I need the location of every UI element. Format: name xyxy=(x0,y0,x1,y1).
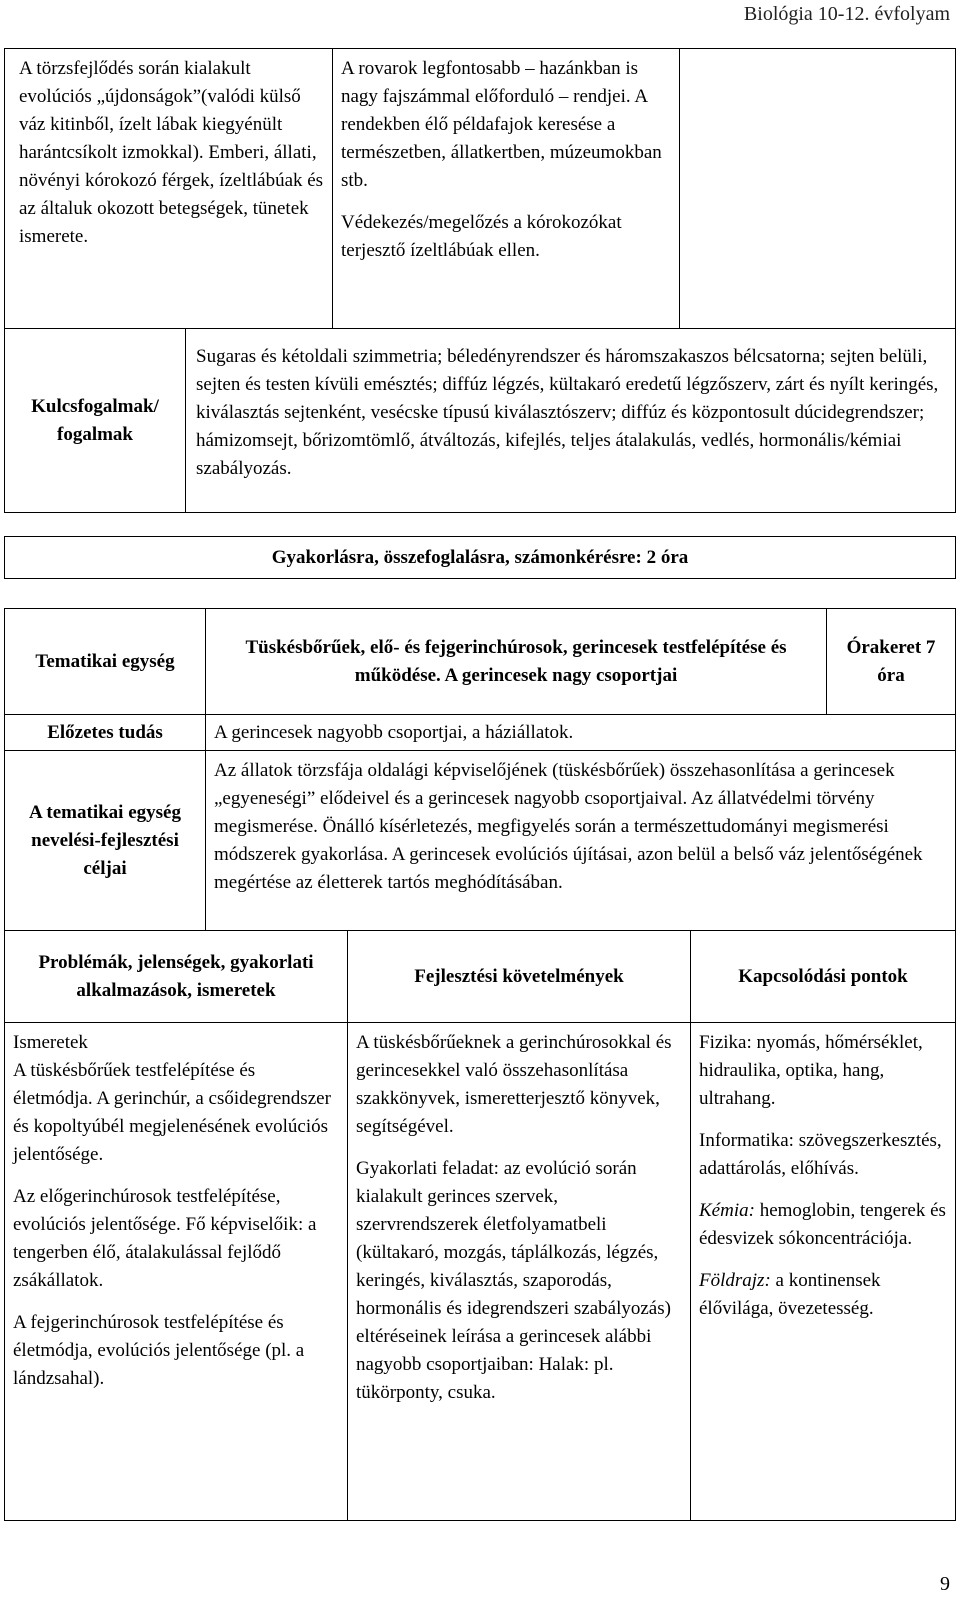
elozetes-label: Előzetes tudás xyxy=(47,721,163,743)
celjai-label-cell xyxy=(5,751,206,931)
upper-table xyxy=(4,48,956,329)
tema-title-cell xyxy=(206,609,827,715)
foldrajz-text: a kontinensek élővilága, övezetesség. xyxy=(699,1270,881,1319)
keyword-label: Kulcsfogalmak/ fogalmak xyxy=(31,395,159,445)
keyword-label-cell xyxy=(5,329,186,513)
col3-p1: Fizika: nyomás, hőmérséklet, hidraulika, optika, hang, ultrahang. xyxy=(699,1032,923,1109)
page-number: 9 xyxy=(940,1573,950,1595)
col2-cell xyxy=(348,1023,691,1521)
col2-p1: A tüskésbőrűeknek a gerinchúrosokkal és gerincesekkel való összehasonlítása szakkönyvek, ismeretterjesztő könyvek, segítségével. xyxy=(356,1032,672,1137)
orakeret-label: Órakeret 7 óra xyxy=(846,636,936,686)
mid-cell xyxy=(333,49,680,329)
unit-table xyxy=(4,608,956,931)
tema-label: Tematikai egység xyxy=(35,650,175,672)
page-header: Biológia 10-12. évfolyam xyxy=(743,3,950,25)
col3-header: Kapcsolódási pontok xyxy=(738,965,908,987)
col3-p3 xyxy=(699,1197,947,1253)
left-cell xyxy=(5,49,333,329)
mid-text-2: Védekezés/megelőzés a kórokozókat terjesztő ízeltlábúak ellen. xyxy=(341,212,622,261)
elozetes-text: A gerincesek nagyobb csoportjai, a háziállatok. xyxy=(214,721,574,743)
col3-p2: Informatika: szövegszerkesztés, adattárolás, előhívás. xyxy=(699,1130,942,1179)
col1-p3: A fejgerinchúrosok testfelépítése és életmódja, evolúciós jelentősége (pl. a lándzsahal). xyxy=(13,1312,305,1389)
practice-cell xyxy=(5,537,956,579)
col1-p2: Az előgerinchúrosok testfelépítése, evolúciós jelentősége. Fő képviselőik: a tengerben élő, átalakulással fejlődő zsákállatok. xyxy=(13,1186,317,1291)
tema-title: Tüskésbőrűek, elő- és fejgerinchúrosok, gerincesek testfelépítése és működése. A gerincesek nagy csoportjai xyxy=(245,636,787,686)
content-table xyxy=(4,930,956,1521)
col2-header: Fejlesztési követelmények xyxy=(414,965,624,987)
foldrajz-label: Földrajz: xyxy=(699,1270,771,1291)
tema-label-cell xyxy=(5,609,206,715)
celjai-cell xyxy=(206,751,956,931)
left-text: A törzsfejlődés során kialakult evolúciós „újdonságok”(valódi külső váz kitinből, ízelt lábak kiegyénült harántcsíkolt izmokkal). Emberi, állati, növényi kórokozó férgek, ízeltlábúak és az általuk okozott betegségek, tünetek ismerete. xyxy=(19,58,324,247)
col3-header-cell xyxy=(691,931,956,1023)
col1-p1: Ismeretek A tüskésbőrűek testfelépítése és életmódja. A gerinchúr, a csőidegrendszer és kopoltyúbél megjelenésének evolúciós jelentősége. xyxy=(13,1032,331,1165)
practice-text: Gyakorlásra, összefoglalásra, számonkérésre: 2 óra xyxy=(271,546,689,568)
orakeret-cell xyxy=(827,609,956,715)
keyword-text-cell xyxy=(186,329,956,513)
keyword-text: Sugaras és kétoldali szimmetria; béledényrendszer és háromszakaszos bélcsatorna; sejten belüli, sejten és testen kívüli emésztés; diffúz légzés, kültakaró eredetű légzőszerv, zárt és nyílt keringés, kiválasztás sejtenként, vesécske típusú kiválasztószerv; diffúz és központosult dúcidegrendszer; hámizomsejt, bőrizomtömlő, átváltozás, kifejlés, teljes átalakulás, vedlés, hormonális/kémiai szabályozás. xyxy=(196,346,939,479)
col1-cell xyxy=(5,1023,348,1521)
celjai-text: Az állatok törzsfája oldalági képviselőjének (tüskésbőrűek) összehasonlítása a gerincesek „egyeneségi” elődeivel és a gerincesek nagyobb csoportjaival. Az állatvédelmi törvény megismerése. Önálló kísérletezés, megfigyelés során a természettudományi megismerési módszerek gyakorlása. A gerincesek evolúciós újításai, azon belül a belső váz jelentőségének megértése az életterek tartós meghódításában. xyxy=(214,760,923,893)
col1-header-cell xyxy=(5,931,348,1023)
kemia-text: hemoglobin, tengerek és édesvizek sókoncentrációja. xyxy=(699,1200,946,1249)
kemia-label: Kémia: xyxy=(699,1200,755,1221)
col1-header: Problémák, jelenségek, gyakorlati alkalmazások, ismeretek xyxy=(38,951,314,1001)
col2-header-cell xyxy=(348,931,691,1023)
celjai-label: A tematikai egység nevelési-fejlesztési céljai xyxy=(29,801,181,879)
elozetes-label-cell xyxy=(5,715,206,751)
practice-table xyxy=(4,536,956,579)
right-empty-cell xyxy=(680,49,956,329)
mid-text-1: A rovarok legfontosabb – hazánkban is nagy fajszámmal előforduló – rendjei. A rendekben élő példafajok keresése a természetben, állatkertben, múzeumokban stb. xyxy=(341,58,662,191)
col3-cell xyxy=(691,1023,956,1521)
keyword-table xyxy=(4,328,956,513)
col2-p2: Gyakorlati feladat: az evolúció során kialakult gerinces szervek, szervrendszerek életfolyamatbeli (kültakaró, mozgás, táplálkozás, légzés, keringés, kiválasztás, szaporodás, hormonális és idegrendszeri szabályozás) eltéréseinek leírása a gerincesek alábbi nagyobb csoportjaiban: Halak: pl. tükörponty, csuka. xyxy=(356,1158,671,1403)
col3-p4 xyxy=(699,1267,947,1323)
elozetes-cell xyxy=(206,715,956,751)
